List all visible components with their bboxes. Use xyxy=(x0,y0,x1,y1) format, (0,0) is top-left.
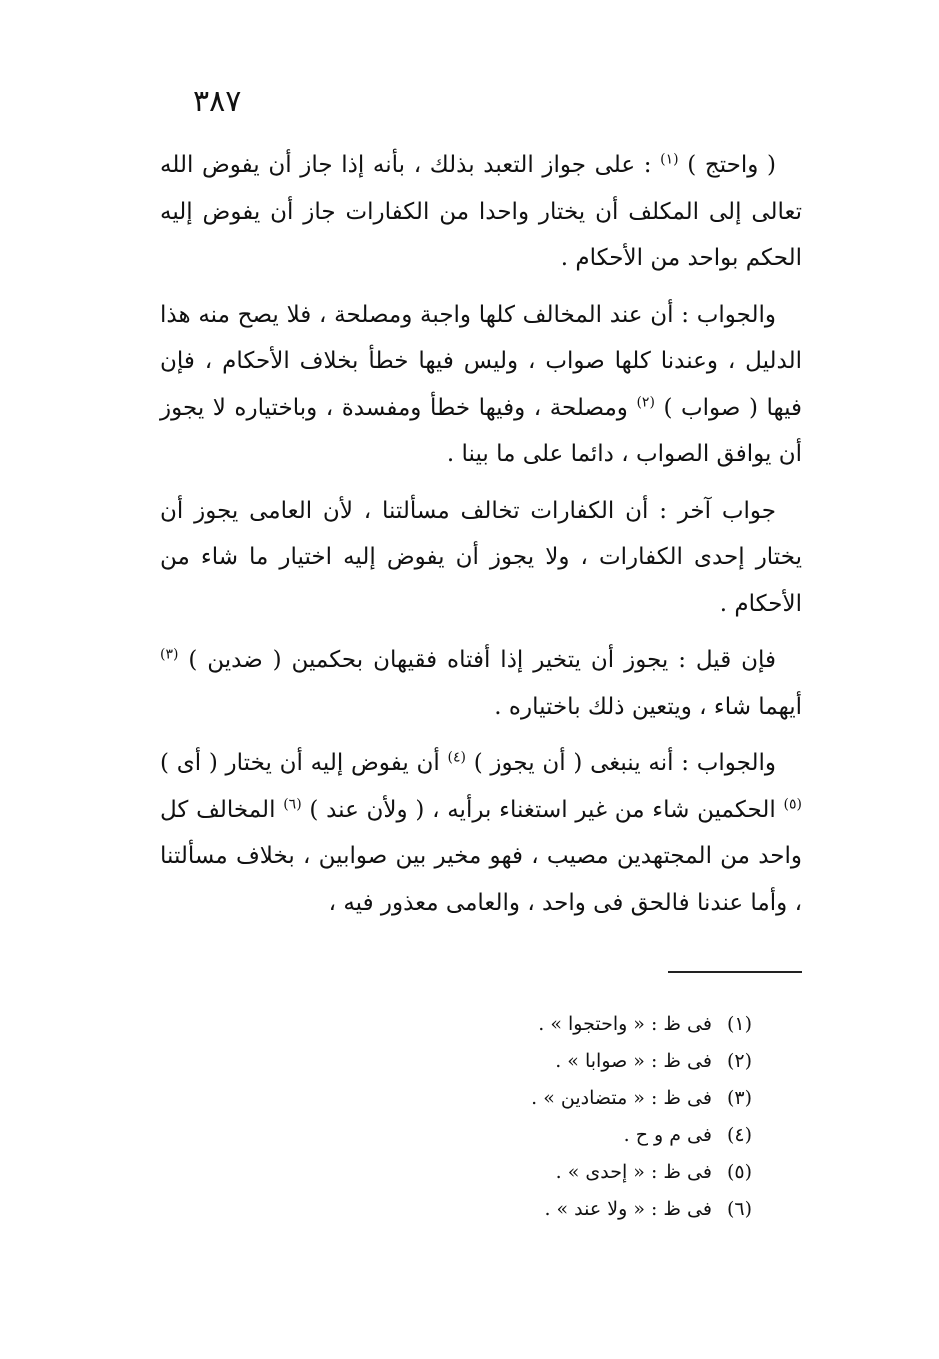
footnote-item xyxy=(470,1191,752,1228)
paragraph xyxy=(160,740,802,926)
footnote-item xyxy=(470,1006,752,1043)
footnote-reference: (١) xyxy=(660,151,679,168)
footnote-text: فى ظ : « صوابا » . xyxy=(555,1050,712,1072)
footnote-text: فى ظ : « واحتجوا » . xyxy=(538,1013,712,1035)
main-text xyxy=(160,142,802,936)
text-segment: جواب آخر : أن الكفارات تخالف مسألتنا ، لأن العامى يجوز أن يختار إحدى الكفارات ، ولا يجوز أن يفوض إليه اختيار ما شاء من الأحكام . xyxy=(160,497,802,617)
footnote-reference: (٥) xyxy=(783,795,802,812)
footnote-text: فى ظ : « متضادين » . xyxy=(531,1087,712,1109)
footnote-text: فى م و ح . xyxy=(623,1124,712,1146)
footnote-number: (٣) xyxy=(726,1087,752,1109)
footnote-item xyxy=(470,1043,752,1080)
footnote-number: (٥) xyxy=(726,1161,752,1183)
footnote-text: فى ظ : « ولا عند » . xyxy=(544,1198,712,1220)
footnote-reference: (٣) xyxy=(160,646,179,663)
paragraph xyxy=(160,488,802,628)
footnote-reference: (٤) xyxy=(447,749,466,766)
text-segment: الحكمين شاء من غير استغناء برأيه ، ( ولأن عند ) xyxy=(301,796,784,823)
page-number: ٣٨٧ xyxy=(193,84,242,119)
footnote-text: فى ظ : « إحدى » . xyxy=(555,1161,712,1183)
text-segment: أن يفوض إليه أن يختار ( أى ) xyxy=(160,750,448,776)
footnote-number: (١) xyxy=(726,1013,752,1035)
footnotes xyxy=(470,1006,752,1228)
text-segment: أيهما شاء ، ويتعين ذلك باختياره . xyxy=(494,693,802,720)
footnote-item xyxy=(470,1080,752,1117)
text-segment: المخالف كل واحد من المجتهدين مصيب ، فهو مخير بين صوابين ، بخلاف مسألتنا ، وأما عندنا فالحق فى واحد ، والعامى معذور فيه ، xyxy=(160,796,802,916)
paragraph xyxy=(160,292,802,478)
footnote-item xyxy=(470,1154,752,1191)
text-segment: ومصلحة ، وفيها خطأ ومفسدة ، وباختياره لا يجوز أن يوافق الصواب ، دائما على ما بينا . xyxy=(160,394,802,467)
footnote-number: (٢) xyxy=(726,1050,752,1072)
footnote-number: (٤) xyxy=(726,1124,752,1146)
text-segment: ( واحتج ) xyxy=(678,152,777,178)
footnote-item xyxy=(470,1117,752,1154)
footnote-number: (٦) xyxy=(726,1198,752,1220)
text-segment: والجواب : أن عند المخالف كلها واجبة ومصلحة ، فلا يصح منه هذا الدليل ، وعندنا كلها صواب ، وليس فيها خطأ بخلاف الأحكام ، فإن فيها ( صواب ) xyxy=(160,301,802,421)
paragraph xyxy=(160,637,802,730)
text-segment: والجواب : أنه ينبغى ( أن يجوز ) xyxy=(465,750,776,776)
footnote-separator xyxy=(668,971,802,973)
text-segment: فإن قيل : يجوز أن يتخير إذا أفتاه فقيهان بحكمين ( ضدين ) xyxy=(178,647,776,673)
footnote-reference: (٢) xyxy=(636,393,655,410)
footnote-reference: (٦) xyxy=(283,795,302,812)
paragraph xyxy=(160,142,802,282)
text-segment: : على جواز التعبد بذلك ، بأنه إذا جاز أن يفوض الله تعالى إلى المكلف أن يختار واحدا من الكفارات جاز أن يفوض إليه الحكم بواحد من الأحكام . xyxy=(160,152,802,271)
